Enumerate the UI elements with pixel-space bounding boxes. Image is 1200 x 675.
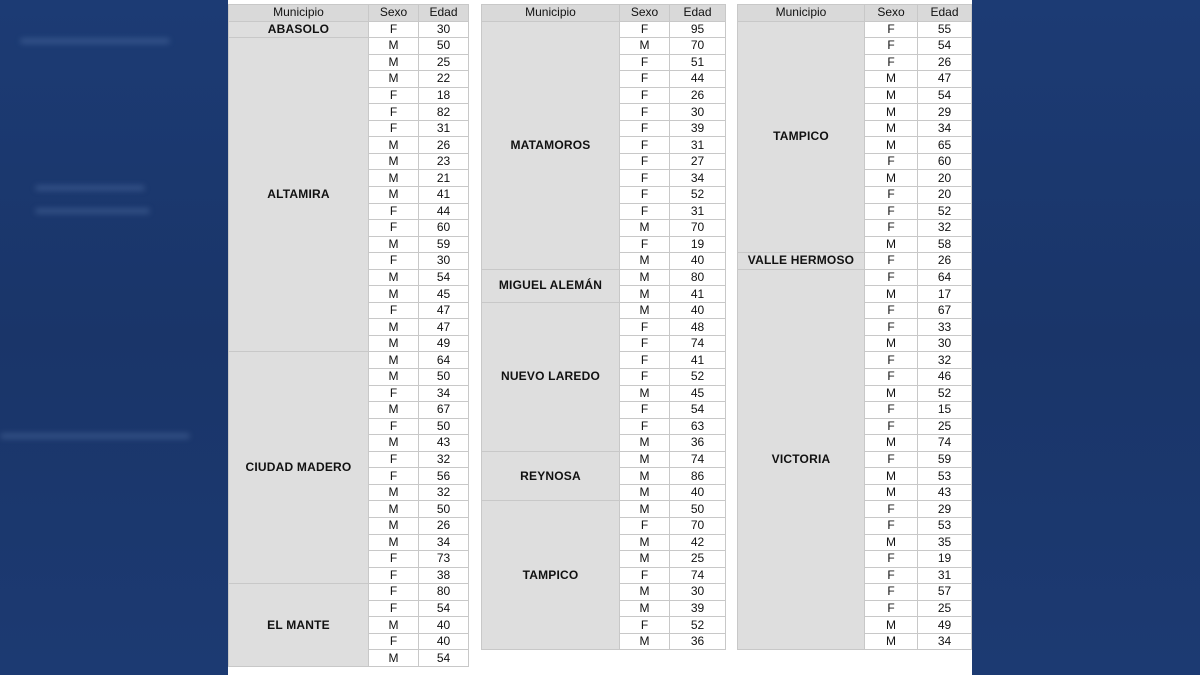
- edad-cell: 25: [419, 54, 469, 71]
- sexo-cell: M: [369, 402, 419, 419]
- edad-cell: 74: [670, 567, 726, 584]
- table-row: [229, 584, 469, 601]
- edad-cell: 86: [670, 468, 726, 485]
- edad-cell: 50: [419, 501, 469, 518]
- sexo-cell: M: [369, 170, 419, 187]
- sexo-cell: F: [865, 203, 918, 220]
- edad-header: Edad: [670, 5, 726, 22]
- edad-cell: 29: [918, 104, 972, 121]
- sexo-cell: M: [865, 71, 918, 88]
- sexo-cell: M: [620, 633, 670, 650]
- municipio-cell: TAMPICO: [482, 501, 620, 650]
- sexo-cell: F: [865, 220, 918, 237]
- edad-cell: 43: [419, 435, 469, 452]
- edad-cell: 58: [918, 236, 972, 253]
- edad-cell: 55: [918, 21, 972, 38]
- municipio-cell: VALLE HERMOSO: [738, 253, 865, 270]
- edad-cell: 45: [419, 286, 469, 303]
- edad-cell: 22: [419, 71, 469, 88]
- edad-cell: 23: [419, 153, 469, 170]
- table-row: [482, 451, 726, 468]
- edad-cell: 82: [419, 104, 469, 121]
- sexo-cell: M: [369, 369, 419, 386]
- sexo-cell: M: [369, 617, 419, 634]
- table-row: [738, 21, 972, 38]
- sexo-cell: F: [369, 120, 419, 137]
- edad-cell: 30: [419, 253, 469, 270]
- sexo-cell: F: [620, 236, 670, 253]
- sexo-cell: F: [369, 451, 419, 468]
- edad-cell: 60: [918, 153, 972, 170]
- sexo-cell: F: [865, 600, 918, 617]
- sexo-cell: M: [620, 286, 670, 303]
- edad-cell: 44: [670, 71, 726, 88]
- sexo-cell: M: [865, 120, 918, 137]
- sexo-cell: F: [865, 38, 918, 55]
- sexo-cell: M: [369, 534, 419, 551]
- edad-cell: 20: [918, 187, 972, 204]
- edad-cell: 46: [918, 369, 972, 386]
- sexo-cell: F: [865, 418, 918, 435]
- table-column-3: [737, 4, 972, 650]
- sexo-cell: F: [620, 203, 670, 220]
- edad-cell: 70: [670, 517, 726, 534]
- sexo-cell: M: [369, 286, 419, 303]
- sexo-cell: F: [865, 302, 918, 319]
- sexo-cell: M: [620, 302, 670, 319]
- edad-cell: 36: [670, 633, 726, 650]
- edad-cell: 80: [419, 584, 469, 601]
- sexo-cell: F: [620, 352, 670, 369]
- edad-cell: 63: [670, 418, 726, 435]
- edad-cell: 36: [670, 435, 726, 452]
- municipio-header: Municipio: [482, 5, 620, 22]
- edad-cell: 64: [419, 352, 469, 369]
- sexo-cell: M: [369, 236, 419, 253]
- edad-cell: 43: [918, 484, 972, 501]
- edad-cell: 95: [670, 21, 726, 38]
- sexo-cell: M: [865, 468, 918, 485]
- sexo-cell: M: [620, 501, 670, 518]
- edad-cell: 80: [670, 269, 726, 286]
- edad-cell: 26: [419, 137, 469, 154]
- edad-cell: 34: [918, 633, 972, 650]
- sexo-cell: F: [865, 153, 918, 170]
- edad-cell: 33: [918, 319, 972, 336]
- sexo-cell: F: [369, 21, 419, 38]
- edad-cell: 30: [419, 21, 469, 38]
- edad-cell: 31: [918, 567, 972, 584]
- sexo-cell: F: [620, 54, 670, 71]
- sexo-cell: F: [865, 319, 918, 336]
- sexo-cell: M: [369, 137, 419, 154]
- sexo-cell: M: [865, 87, 918, 104]
- sexo-cell: F: [865, 54, 918, 71]
- sexo-header: Sexo: [620, 5, 670, 22]
- edad-cell: 73: [419, 551, 469, 568]
- sexo-cell: F: [620, 21, 670, 38]
- edad-cell: 40: [670, 484, 726, 501]
- edad-cell: 34: [419, 385, 469, 402]
- edad-cell: 25: [918, 418, 972, 435]
- sexo-cell: M: [620, 468, 670, 485]
- sexo-cell: F: [620, 137, 670, 154]
- edad-cell: 47: [419, 302, 469, 319]
- sexo-cell: M: [865, 633, 918, 650]
- sexo-cell: F: [369, 220, 419, 237]
- edad-cell: 52: [670, 187, 726, 204]
- edad-cell: 19: [918, 551, 972, 568]
- sexo-cell: F: [865, 584, 918, 601]
- edad-cell: 38: [419, 567, 469, 584]
- sexo-cell: F: [369, 600, 419, 617]
- municipio-header: Municipio: [738, 5, 865, 22]
- sexo-cell: F: [369, 551, 419, 568]
- sexo-cell: F: [369, 584, 419, 601]
- sexo-cell: F: [865, 352, 918, 369]
- edad-cell: 41: [670, 286, 726, 303]
- edad-cell: 32: [419, 484, 469, 501]
- sexo-cell: F: [369, 203, 419, 220]
- edad-header: Edad: [419, 5, 469, 22]
- sexo-cell: F: [369, 418, 419, 435]
- edad-cell: 17: [918, 286, 972, 303]
- sexo-cell: F: [620, 617, 670, 634]
- sexo-cell: M: [865, 104, 918, 121]
- edad-cell: 31: [670, 203, 726, 220]
- sexo-cell: F: [369, 385, 419, 402]
- sexo-cell: F: [620, 418, 670, 435]
- municipio-cell: ALTAMIRA: [229, 38, 369, 352]
- sexo-cell: F: [620, 104, 670, 121]
- sexo-cell: M: [369, 335, 419, 352]
- edad-cell: 34: [918, 120, 972, 137]
- sexo-cell: M: [620, 220, 670, 237]
- sexo-cell: M: [620, 551, 670, 568]
- municipio-cell: VICTORIA: [738, 269, 865, 650]
- sexo-cell: F: [620, 319, 670, 336]
- background-left: [0, 0, 228, 675]
- municipio-cell: EL MANTE: [229, 584, 369, 667]
- edad-cell: 54: [670, 402, 726, 419]
- sexo-cell: F: [620, 517, 670, 534]
- edad-cell: 15: [918, 402, 972, 419]
- edad-cell: 41: [419, 187, 469, 204]
- edad-cell: 45: [670, 385, 726, 402]
- edad-cell: 50: [419, 38, 469, 55]
- edad-cell: 70: [670, 38, 726, 55]
- sexo-cell: M: [369, 484, 419, 501]
- edad-cell: 54: [419, 269, 469, 286]
- header-row: [482, 5, 726, 22]
- table-row: [482, 269, 726, 286]
- edad-cell: 56: [419, 468, 469, 485]
- edad-cell: 34: [419, 534, 469, 551]
- sexo-cell: F: [620, 402, 670, 419]
- edad-cell: 20: [918, 170, 972, 187]
- municipio-cell: MIGUEL ALEMÁN: [482, 269, 620, 302]
- edad-cell: 60: [419, 220, 469, 237]
- sexo-cell: F: [369, 633, 419, 650]
- sexo-cell: M: [620, 534, 670, 551]
- sexo-header: Sexo: [369, 5, 419, 22]
- edad-cell: 31: [419, 120, 469, 137]
- edad-cell: 52: [918, 203, 972, 220]
- sexo-cell: F: [620, 335, 670, 352]
- sexo-cell: F: [865, 402, 918, 419]
- edad-cell: 50: [419, 418, 469, 435]
- header-row: [229, 5, 469, 22]
- municipio-cell: CIUDAD MADERO: [229, 352, 369, 584]
- sexo-cell: M: [620, 451, 670, 468]
- sexo-cell: M: [620, 385, 670, 402]
- sexo-cell: F: [369, 104, 419, 121]
- edad-cell: 32: [419, 451, 469, 468]
- sexo-cell: F: [865, 269, 918, 286]
- sexo-cell: M: [369, 501, 419, 518]
- header-row: [738, 5, 972, 22]
- edad-cell: 59: [419, 236, 469, 253]
- sexo-header: Sexo: [865, 5, 918, 22]
- table-row: [229, 352, 469, 369]
- sexo-cell: M: [865, 484, 918, 501]
- sexo-cell: F: [865, 567, 918, 584]
- edad-cell: 41: [670, 352, 726, 369]
- sexo-cell: M: [620, 253, 670, 270]
- edad-cell: 31: [670, 137, 726, 154]
- sexo-cell: F: [620, 120, 670, 137]
- table-row: [482, 501, 726, 518]
- edad-cell: 74: [670, 451, 726, 468]
- sexo-cell: F: [620, 567, 670, 584]
- edad-cell: 40: [670, 302, 726, 319]
- sexo-cell: M: [369, 187, 419, 204]
- sexo-cell: M: [865, 435, 918, 452]
- sexo-cell: M: [865, 335, 918, 352]
- sexo-cell: F: [620, 71, 670, 88]
- sexo-cell: M: [369, 38, 419, 55]
- sexo-cell: F: [865, 451, 918, 468]
- edad-cell: 34: [670, 170, 726, 187]
- sexo-cell: F: [865, 253, 918, 270]
- edad-cell: 18: [419, 87, 469, 104]
- sexo-cell: M: [620, 435, 670, 452]
- sexo-cell: M: [369, 71, 419, 88]
- edad-cell: 74: [670, 335, 726, 352]
- edad-cell: 32: [918, 352, 972, 369]
- sexo-cell: M: [369, 319, 419, 336]
- edad-cell: 53: [918, 517, 972, 534]
- sexo-cell: M: [369, 517, 419, 534]
- edad-cell: 67: [419, 402, 469, 419]
- edad-cell: 40: [419, 633, 469, 650]
- sexo-cell: M: [620, 600, 670, 617]
- sexo-cell: F: [620, 187, 670, 204]
- municipio-header: Municipio: [229, 5, 369, 22]
- sexo-cell: M: [369, 650, 419, 667]
- sexo-cell: M: [369, 54, 419, 71]
- sexo-cell: M: [865, 236, 918, 253]
- edad-cell: 26: [670, 87, 726, 104]
- edad-cell: 70: [670, 220, 726, 237]
- edad-cell: 26: [419, 517, 469, 534]
- sexo-cell: F: [620, 87, 670, 104]
- edad-cell: 49: [918, 617, 972, 634]
- edad-cell: 51: [670, 54, 726, 71]
- edad-cell: 49: [419, 335, 469, 352]
- edad-cell: 25: [918, 600, 972, 617]
- municipio-cell: NUEVO LAREDO: [482, 302, 620, 451]
- edad-cell: 42: [670, 534, 726, 551]
- municipio-cell: TAMPICO: [738, 21, 865, 253]
- edad-cell: 27: [670, 153, 726, 170]
- edad-cell: 39: [670, 600, 726, 617]
- edad-cell: 19: [670, 236, 726, 253]
- edad-cell: 54: [419, 600, 469, 617]
- sexo-cell: F: [865, 21, 918, 38]
- table-row: [229, 21, 469, 38]
- table-row: [482, 302, 726, 319]
- edad-cell: 44: [419, 203, 469, 220]
- edad-cell: 57: [918, 584, 972, 601]
- edad-cell: 53: [918, 468, 972, 485]
- sexo-cell: M: [865, 617, 918, 634]
- sexo-cell: M: [369, 153, 419, 170]
- sexo-cell: F: [865, 501, 918, 518]
- edad-cell: 50: [419, 369, 469, 386]
- edad-cell: 29: [918, 501, 972, 518]
- edad-cell: 54: [918, 38, 972, 55]
- sexo-cell: M: [865, 170, 918, 187]
- sexo-cell: M: [865, 137, 918, 154]
- sexo-cell: M: [369, 352, 419, 369]
- edad-cell: 54: [419, 650, 469, 667]
- edad-cell: 52: [670, 369, 726, 386]
- edad-cell: 74: [918, 435, 972, 452]
- sexo-cell: F: [865, 369, 918, 386]
- sexo-cell: M: [865, 385, 918, 402]
- table-column-2: [481, 4, 726, 650]
- edad-cell: 64: [918, 269, 972, 286]
- table-column-1: [228, 4, 469, 667]
- edad-cell: 40: [419, 617, 469, 634]
- edad-cell: 30: [670, 104, 726, 121]
- municipio-cell: MATAMOROS: [482, 21, 620, 269]
- sexo-cell: M: [620, 584, 670, 601]
- edad-cell: 59: [918, 451, 972, 468]
- edad-cell: 32: [918, 220, 972, 237]
- sexo-cell: M: [620, 269, 670, 286]
- sexo-cell: F: [865, 551, 918, 568]
- sexo-cell: F: [865, 187, 918, 204]
- edad-cell: 35: [918, 534, 972, 551]
- edad-cell: 26: [918, 54, 972, 71]
- edad-cell: 48: [670, 319, 726, 336]
- edad-cell: 54: [918, 87, 972, 104]
- sexo-cell: F: [369, 302, 419, 319]
- edad-cell: 26: [918, 253, 972, 270]
- edad-cell: 40: [670, 253, 726, 270]
- sexo-cell: F: [369, 253, 419, 270]
- sexo-cell: F: [865, 517, 918, 534]
- edad-header: Edad: [918, 5, 972, 22]
- sexo-cell: F: [369, 567, 419, 584]
- edad-cell: 47: [918, 71, 972, 88]
- edad-cell: 21: [419, 170, 469, 187]
- sexo-cell: M: [369, 269, 419, 286]
- background-right: [972, 0, 1200, 675]
- edad-cell: 25: [670, 551, 726, 568]
- table-row: [229, 38, 469, 55]
- edad-cell: 52: [918, 385, 972, 402]
- table-row: [482, 21, 726, 38]
- municipio-cell: REYNOSA: [482, 451, 620, 501]
- sexo-cell: F: [620, 170, 670, 187]
- edad-cell: 67: [918, 302, 972, 319]
- sexo-cell: M: [369, 435, 419, 452]
- sexo-cell: M: [620, 484, 670, 501]
- table-row: [738, 253, 972, 270]
- sexo-cell: F: [369, 87, 419, 104]
- edad-cell: 52: [670, 617, 726, 634]
- edad-cell: 50: [670, 501, 726, 518]
- sexo-cell: M: [620, 38, 670, 55]
- sexo-cell: M: [865, 286, 918, 303]
- edad-cell: 30: [918, 335, 972, 352]
- municipio-cell: ABASOLO: [229, 21, 369, 38]
- sexo-cell: F: [369, 468, 419, 485]
- edad-cell: 65: [918, 137, 972, 154]
- document-page: [228, 0, 972, 675]
- sexo-cell: M: [865, 534, 918, 551]
- edad-cell: 39: [670, 120, 726, 137]
- table-row: [738, 269, 972, 286]
- edad-cell: 30: [670, 584, 726, 601]
- sexo-cell: F: [620, 369, 670, 386]
- edad-cell: 47: [419, 319, 469, 336]
- sexo-cell: F: [620, 153, 670, 170]
